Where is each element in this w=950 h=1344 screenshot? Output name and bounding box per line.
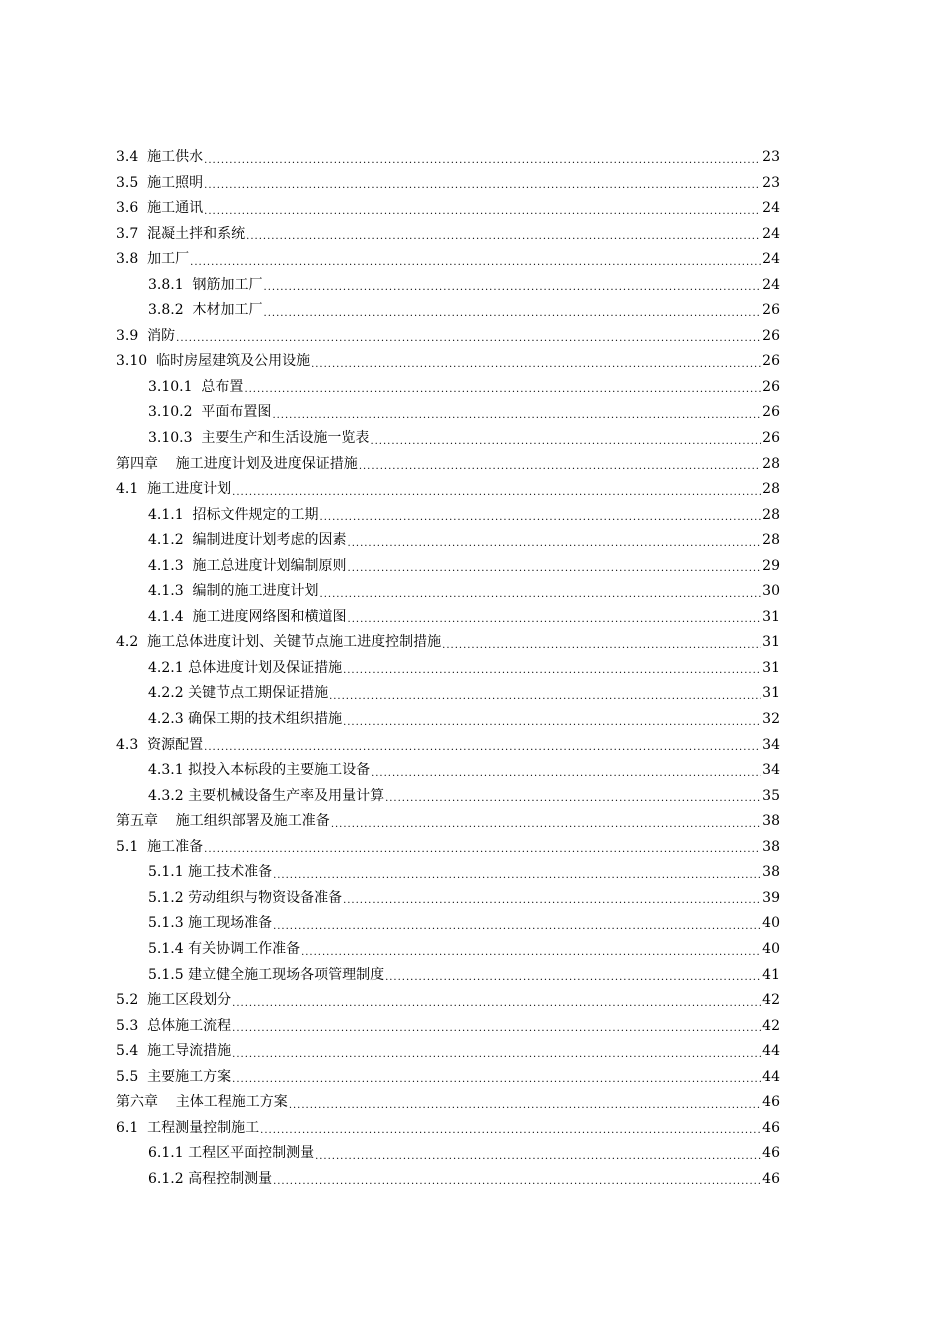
toc-entry-title: 3.5 施工照明 xyxy=(116,174,204,191)
toc-entry-page: 46 xyxy=(762,1170,780,1187)
toc-entry-page: 28 xyxy=(762,455,780,472)
toc-entry[interactable] xyxy=(116,630,780,656)
toc-dot-leader xyxy=(442,638,761,656)
table-of-contents xyxy=(116,145,780,1192)
toc-entry[interactable] xyxy=(116,860,780,886)
toc-dot-leader xyxy=(301,945,761,963)
toc-dot-leader xyxy=(190,255,761,273)
toc-entry[interactable] xyxy=(116,1116,780,1142)
toc-entry-title: 3.8.2 木材加工厂 xyxy=(148,302,263,319)
toc-entry-page: 38 xyxy=(762,838,780,855)
toc-entry[interactable] xyxy=(116,324,780,350)
toc-entry-page: 39 xyxy=(762,889,780,906)
toc-entry-page: 28 xyxy=(762,506,780,523)
toc-entry[interactable] xyxy=(116,937,780,963)
toc-entry-title: 5.3 总体施工流程 xyxy=(116,1017,232,1034)
toc-entry-title: 4.2.1 总体进度计划及保证措施 xyxy=(148,659,343,676)
toc-entry[interactable] xyxy=(116,273,780,299)
toc-dot-leader xyxy=(289,1098,761,1116)
toc-entry-title: 4.1.2 编制进度计划考虑的因素 xyxy=(148,532,347,549)
toc-entry-title: 4.2.2 关键节点工期保证措施 xyxy=(148,685,329,702)
toc-dot-leader xyxy=(348,536,761,554)
toc-entry-title: 3.10.3 主要生产和生活设施一览表 xyxy=(148,430,370,447)
toc-entry[interactable] xyxy=(116,400,780,426)
toc-dot-leader xyxy=(264,306,761,324)
toc-entry[interactable] xyxy=(116,503,780,529)
toc-entry-title: 4.2 施工总体进度计划、关键节点施工进度控制措施 xyxy=(116,634,442,651)
toc-entry[interactable] xyxy=(116,784,780,810)
toc-entry[interactable] xyxy=(116,1039,780,1065)
toc-entry-title: 4.3.1 拟投入本标段的主要施工设备 xyxy=(148,762,371,779)
toc-entry[interactable] xyxy=(116,171,780,197)
toc-dot-leader xyxy=(385,791,761,809)
toc-entry[interactable] xyxy=(116,222,780,248)
toc-dot-leader xyxy=(204,204,761,222)
toc-entry[interactable] xyxy=(116,349,780,375)
toc-dot-leader xyxy=(273,919,761,937)
toc-dot-leader xyxy=(331,817,761,835)
toc-dot-leader xyxy=(315,1149,761,1167)
toc-entry-title: 3.6 施工通讯 xyxy=(116,200,204,217)
toc-entry[interactable] xyxy=(116,196,780,222)
toc-dot-leader xyxy=(273,1174,761,1192)
toc-entry-page: 34 xyxy=(762,736,780,753)
toc-dot-leader xyxy=(370,434,761,452)
toc-entry-title: 4.1.3 编制的施工进度计划 xyxy=(148,583,319,600)
toc-entry-title: 第四章 施工进度计划及进度保证措施 xyxy=(116,455,358,472)
toc-dot-leader xyxy=(246,229,761,247)
toc-dot-leader xyxy=(343,715,761,733)
toc-entry-title: 5.5 主要施工方案 xyxy=(116,1068,232,1085)
toc-dot-leader xyxy=(348,612,761,630)
toc-dot-leader xyxy=(204,740,761,758)
toc-entry[interactable] xyxy=(116,1141,780,1167)
toc-entry-title: 4.1.3 施工总进度计划编制原则 xyxy=(148,557,347,574)
toc-entry[interactable] xyxy=(116,886,780,912)
toc-entry-page: 31 xyxy=(762,685,780,702)
toc-entry-title: 6.1.2 高程控制测量 xyxy=(148,1170,273,1187)
toc-entry-page: 26 xyxy=(762,404,780,421)
toc-entry[interactable] xyxy=(116,247,780,273)
toc-entry-page: 42 xyxy=(762,992,780,1009)
toc-entry-title: 5.1.4 有关协调工作准备 xyxy=(148,940,301,957)
toc-entry-title: 3.7 混凝土拌和系统 xyxy=(116,225,246,242)
toc-dot-leader xyxy=(232,1021,761,1039)
toc-entry-page: 46 xyxy=(762,1094,780,1111)
toc-entry-page: 32 xyxy=(762,711,780,728)
toc-entry-title: 4.2.3 确保工期的技术组织措施 xyxy=(148,711,343,728)
toc-entry[interactable] xyxy=(116,1167,780,1193)
toc-entry[interactable] xyxy=(116,758,780,784)
toc-entry-title: 5.1.5 建立健全施工现场各项管理制度 xyxy=(148,966,385,983)
toc-entry-page: 28 xyxy=(762,481,780,498)
toc-entry-page: 26 xyxy=(762,327,780,344)
toc-dot-leader xyxy=(385,970,761,988)
toc-entry-title: 4.3.2 主要机械设备生产率及用量计算 xyxy=(148,787,385,804)
toc-entry-page: 41 xyxy=(762,966,780,983)
toc-dot-leader xyxy=(204,153,761,171)
toc-entry[interactable] xyxy=(116,835,780,861)
toc-entry[interactable] xyxy=(116,1014,780,1040)
toc-dot-leader xyxy=(244,382,761,400)
toc-dot-leader xyxy=(273,868,761,886)
toc-dot-leader xyxy=(232,485,761,503)
toc-dot-leader xyxy=(371,766,761,784)
toc-entry-title: 5.1.2 劳动组织与物资设备准备 xyxy=(148,889,343,906)
toc-entry-title: 5.4 施工导流措施 xyxy=(116,1043,232,1060)
toc-dot-leader xyxy=(343,893,761,911)
toc-entry-title: 5.1.3 施工现场准备 xyxy=(148,915,273,932)
toc-entry-page: 23 xyxy=(762,149,780,165)
toc-entry[interactable] xyxy=(116,656,780,682)
toc-entry-title: 4.3 资源配置 xyxy=(116,736,204,753)
toc-entry-title: 3.8 加工厂 xyxy=(116,251,190,268)
toc-entry-title: 3.9 消防 xyxy=(116,327,176,344)
toc-entry-page: 30 xyxy=(762,583,780,600)
toc-entry-page: 40 xyxy=(762,915,780,932)
toc-entry[interactable] xyxy=(116,579,780,605)
toc-entry-page: 34 xyxy=(762,762,780,779)
toc-entry-title: 第六章 主体工程施工方案 xyxy=(116,1094,288,1111)
toc-entry-page: 24 xyxy=(762,251,780,268)
toc-entry-page: 31 xyxy=(762,659,780,676)
toc-entry-title: 5.1.1 施工技术准备 xyxy=(148,864,273,881)
toc-entry[interactable] xyxy=(116,707,780,733)
toc-dot-leader xyxy=(359,459,761,477)
toc-entry-page: 31 xyxy=(762,634,780,651)
toc-entry[interactable] xyxy=(116,911,780,937)
toc-entry-title: 4.1.1 招标文件规定的工期 xyxy=(148,506,319,523)
toc-dot-leader xyxy=(320,587,761,605)
toc-entry-page: 23 xyxy=(762,174,780,191)
toc-entry-title: 5.2 施工区段划分 xyxy=(116,992,232,1009)
toc-entry-page: 26 xyxy=(762,353,780,370)
toc-entry-page: 26 xyxy=(762,430,780,447)
toc-entry-page: 38 xyxy=(762,864,780,881)
toc-entry-page: 26 xyxy=(762,302,780,319)
toc-entry[interactable] xyxy=(116,477,780,503)
toc-dot-leader xyxy=(320,510,761,528)
toc-dot-leader xyxy=(204,178,761,196)
toc-entry-page: 35 xyxy=(762,787,780,804)
toc-entry[interactable] xyxy=(116,145,780,171)
toc-entry-title: 4.1 施工进度计划 xyxy=(116,481,232,498)
toc-entry-title: 5.1 施工准备 xyxy=(116,838,204,855)
toc-entry-page: 44 xyxy=(762,1043,780,1060)
toc-entry[interactable] xyxy=(116,733,780,759)
toc-entry-page: 46 xyxy=(762,1145,780,1162)
toc-entry-page: 24 xyxy=(762,276,780,293)
toc-dot-leader xyxy=(260,1123,761,1141)
toc-entry-title: 6.1.1 工程区平面控制测量 xyxy=(148,1145,315,1162)
toc-dot-leader xyxy=(232,1072,761,1090)
toc-dot-leader xyxy=(348,561,761,579)
toc-entry-page: 40 xyxy=(762,940,780,957)
toc-entry-page: 28 xyxy=(762,532,780,549)
toc-entry[interactable] xyxy=(116,1090,780,1116)
toc-dot-leader xyxy=(176,331,761,349)
toc-entry-title: 6.1 工程测量控制施工 xyxy=(116,1119,260,1136)
toc-entry-page: 38 xyxy=(762,813,780,830)
toc-entry[interactable] xyxy=(116,426,780,452)
toc-entry-page: 42 xyxy=(762,1017,780,1034)
toc-entry[interactable] xyxy=(116,554,780,580)
toc-entry-page: 46 xyxy=(762,1119,780,1136)
toc-entry[interactable] xyxy=(116,375,780,401)
toc-entry-page: 31 xyxy=(762,608,780,625)
toc-dot-leader xyxy=(232,1047,761,1065)
toc-entry-page: 29 xyxy=(762,557,780,574)
toc-entry[interactable] xyxy=(116,1065,780,1091)
toc-entry-title: 3.10.1 总布置 xyxy=(148,378,244,395)
toc-entry[interactable] xyxy=(116,988,780,1014)
toc-entry-page: 44 xyxy=(762,1068,780,1085)
toc-dot-leader xyxy=(329,689,761,707)
toc-entry-title: 3.4 施工供水 xyxy=(116,149,204,165)
toc-entry[interactable] xyxy=(116,963,780,989)
toc-dot-leader xyxy=(311,357,761,375)
toc-dot-leader xyxy=(232,996,761,1014)
toc-dot-leader xyxy=(204,842,761,860)
toc-dot-leader xyxy=(272,408,761,426)
toc-entry-page: 24 xyxy=(762,200,780,217)
toc-entry[interactable] xyxy=(116,528,780,554)
toc-entry-title: 3.10 临时房屋建筑及公用设施 xyxy=(116,353,311,370)
toc-entry-page: 26 xyxy=(762,378,780,395)
toc-entry[interactable] xyxy=(116,809,780,835)
toc-entry[interactable] xyxy=(116,681,780,707)
toc-entry-title: 3.8.1 钢筋加工厂 xyxy=(148,276,263,293)
toc-entry-title: 第五章 施工组织部署及施工准备 xyxy=(116,813,330,830)
toc-entry[interactable] xyxy=(116,605,780,631)
toc-entry-title: 3.10.2 平面布置图 xyxy=(148,404,272,421)
toc-entry[interactable] xyxy=(116,452,780,478)
toc-entry[interactable] xyxy=(116,298,780,324)
toc-dot-leader xyxy=(264,280,761,298)
toc-dot-leader xyxy=(343,663,761,681)
toc-entry-title: 4.1.4 施工进度网络图和横道图 xyxy=(148,608,347,625)
toc-entry-page: 24 xyxy=(762,225,780,242)
